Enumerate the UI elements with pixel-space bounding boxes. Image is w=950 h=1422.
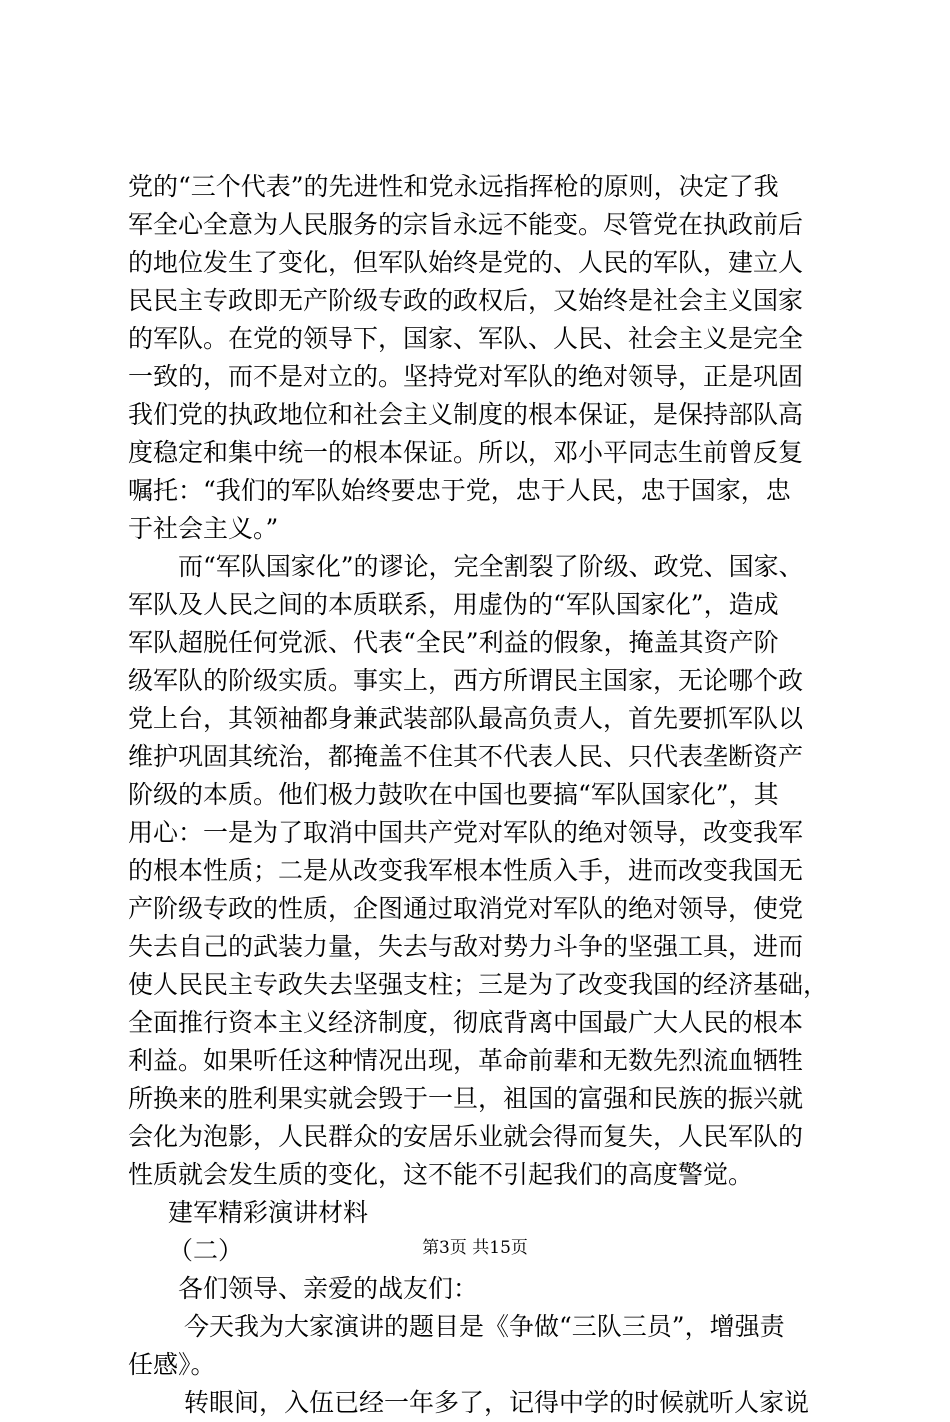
paragraph-start: 今天我为大家演讲的题目是《争做“三队三员”，增强责 bbox=[184, 1312, 785, 1341]
text-line: 党上台，其领袖都身兼武装部队最高负责人，首先要抓军队以 bbox=[128, 704, 804, 733]
body-text bbox=[128, 168, 828, 1422]
text-line: 所换来的胜利果实就会毁于一旦，祖国的富强和民族的振兴就 bbox=[128, 1084, 804, 1113]
text-line: 民民主专政即无产阶级专政的政权后，又始终是社会主义国家 bbox=[128, 286, 804, 315]
text-line: 产阶级专政的性质，企图通过取消党对军队的绝对领导，使党 bbox=[128, 894, 804, 923]
text-line: 军队超脱任何党派、代表“全民”利益的假象，掩盖其资产阶 bbox=[128, 628, 779, 657]
text-line: 的根本性质；二是从改变我军根本性质入手，进而改变我国无 bbox=[128, 856, 804, 885]
text-line: 我们党的执政地位和社会主义制度的根本保证，是保持部队高 bbox=[128, 400, 804, 429]
text-line: 于社会主义。” bbox=[128, 514, 279, 543]
text-line: 使人民民主专政失去坚强支柱；三是为了改变我国的经济基础， bbox=[128, 970, 829, 999]
text-line: 军全心全意为人民服务的宗旨永远不能变。尽管党在执政前后 bbox=[128, 210, 804, 239]
text-line: 用心：一是为了取消中国共产党对军队的绝对领导，改变我军 bbox=[128, 818, 804, 847]
text-line: 党的“三个代表”的先进性和党永远指挥枪的原则，决定了我 bbox=[128, 172, 779, 201]
paragraph-start: 转眼间，入伍已经一年多了，记得中学的时候就听人家说 bbox=[184, 1388, 810, 1417]
text-line: 失去自己的武装力量，失去与敌对势力斗争的坚强工具，进而 bbox=[128, 932, 804, 961]
paragraph-start: 而“军队国家化”的谬论，完全割裂了阶级、政党、国家、 bbox=[178, 552, 804, 581]
text-line: 阶级的本质。他们极力鼓吹在中国也要搞“军队国家化”，其 bbox=[128, 780, 779, 809]
text-line: 军队及人民之间的本质联系，用虚伪的“军队国家化”，造成 bbox=[128, 590, 779, 619]
text-line: 性质就会发生质的变化，这不能不引起我们的高度警觉。 bbox=[128, 1160, 754, 1189]
text-line: 级军队的阶级实质。事实上，西方所谓民主国家，无论哪个政 bbox=[128, 666, 804, 695]
text-line: 度稳定和集中统一的根本保证。所以，邓小平同志生前曾反复 bbox=[128, 438, 804, 467]
text-line: 一致的，而不是对立的。坚持党对军队的绝对领导，正是巩固 bbox=[128, 362, 804, 391]
section-number: （二） bbox=[168, 1236, 244, 1265]
page-footer: 第3页 共15页 bbox=[422, 1238, 528, 1258]
text-line: 的军队。在党的领导下，国家、军队、人民、社会主义是完全 bbox=[128, 324, 804, 353]
text-line: 嘱托：“我们的军队始终要忠于党，忠于人民，忠于国家，忠 bbox=[128, 476, 791, 505]
text-line: 维护巩固其统治，都掩盖不住其不代表人民、只代表垄断资产 bbox=[128, 742, 804, 771]
text-line: 全面推行资本主义经济制度，彻底背离中国最广大人民的根本 bbox=[128, 1008, 804, 1037]
text-line: 会化为泡影，人民群众的安居乐业就会得而复失，人民军队的 bbox=[128, 1122, 804, 1151]
section-heading: 建军精彩演讲材料 bbox=[168, 1198, 369, 1227]
text-line: 利益。如果听任这种情况出现，革命前辈和无数先烈流血牺牲 bbox=[128, 1046, 804, 1075]
text-line: 任感》。 bbox=[128, 1350, 216, 1379]
salutation: 各们领导、亲爱的战友们： bbox=[178, 1274, 479, 1303]
text-line: 的地位发生了变化，但军队始终是党的、人民的军队，建立人 bbox=[128, 248, 804, 277]
